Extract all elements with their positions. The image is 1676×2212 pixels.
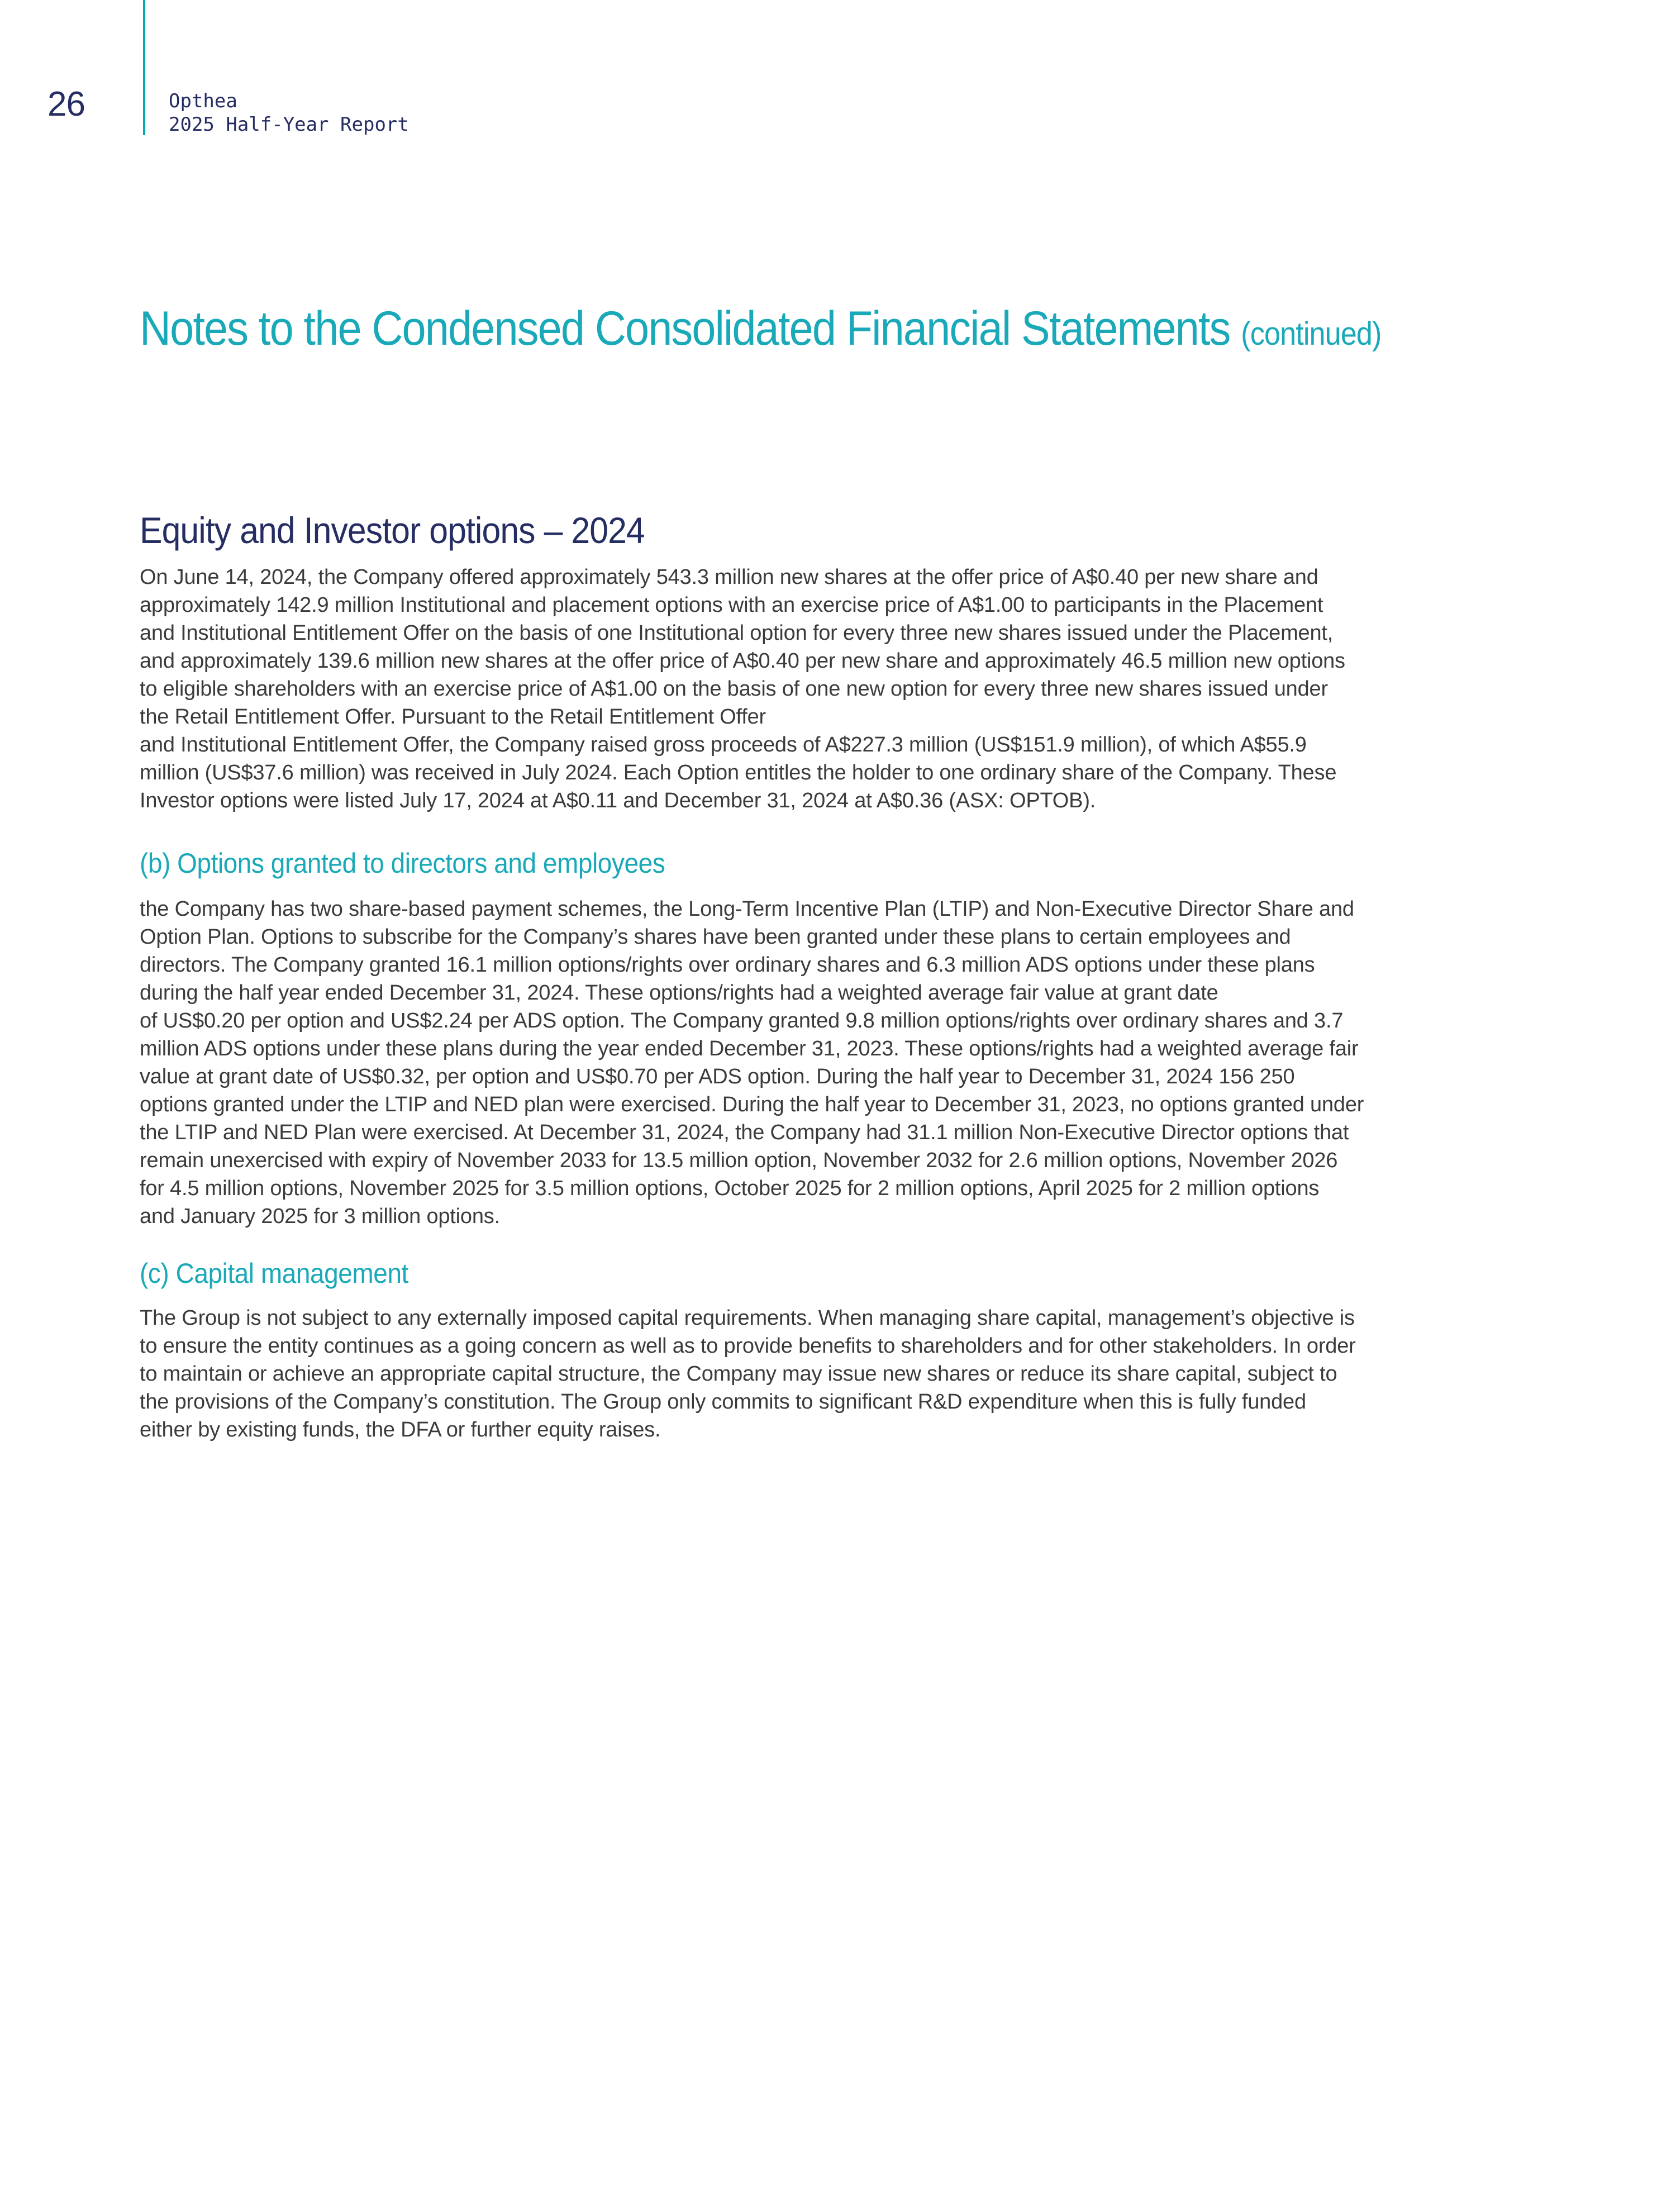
text-line: million ADS options under these plans during the year ended December 31, 2023. These options/rights had a weighted average fair [140,1037,1359,1060]
text-line: and approximately 139.6 million new shares at the offer price of A$0.40 per new share and approximately 46.5 million new options [140,649,1345,673]
text-line: to maintain or achieve an appropriate capital structure, the Company may issue new shares or reduce its share capital, subject to [140,1362,1337,1386]
text-line: remain unexercised with expiry of November 2033 for 13.5 million option, November 2032 for 2.6 million options, November 2026 [140,1149,1338,1172]
text-line: approximately 142.9 million Institutional and placement options with an exercise price of A$1.00 to participants in the Placement [140,593,1323,617]
text-line: and Institutional Entitlement Offer, the Company raised gross proceeds of A$227.3 million (US$151.9 million), of which A$55.9 [140,733,1307,757]
paragraph-options-granted [140,895,1480,1230]
text-line: the Company has two share-based payment schemes, the Long-Term Incentive Plan (LTIP) and Non-Executive Director Share and [140,897,1354,921]
header-divider-rule [143,0,145,135]
brand-report-title: 2025 Half-Year Report [169,113,409,136]
section-heading-options-granted: (b) Options granted to directors and employees [140,848,665,879]
text-line: of US$0.20 per option and US$2.24 per ADS option. The Company granted 9.8 million options/rights over ordinary shares and 3.7 [140,1009,1344,1033]
document-title [140,302,1382,361]
document-title-continued: (continued) [1241,316,1382,352]
text-line: the LTIP and NED Plan were exercised. At December 31, 2024, the Company had 31.1 million Non-Executive Director options that [140,1121,1349,1144]
section-heading-equity-investor-options: Equity and Investor options – 2024 [140,510,645,551]
text-line: the provisions of the Company’s constitution. The Group only commits to significant R&D expenditure when this is fully funded [140,1390,1306,1414]
text-line: either by existing funds, the DFA or further equity raises. [140,1418,661,1442]
paragraph-equity-investor-options [140,563,1480,815]
text-line: Investor options were listed July 17, 2024 at A$0.11 and December 31, 2024 at A$0.36 (ASX: OPTOB). [140,789,1096,812]
paragraph-capital-management [140,1304,1480,1444]
text-line: to eligible shareholders with an exercise price of A$1.00 on the basis of one new option for every three new shares issued under [140,677,1328,701]
document-title-main: Notes to the Condensed Consolidated Financial Statements [140,302,1230,355]
text-line: million (US$37.6 million) was received in July 2024. Each Option entitles the holder to one ordinary share of the Company. These [140,761,1337,784]
text-line: The Group is not subject to any externally imposed capital requirements. When managing share capital, management’s objective is [140,1306,1355,1330]
text-line: the Retail Entitlement Offer. Pursuant to the Retail Entitlement Offer [140,705,766,729]
text-line: to ensure the entity continues as a going concern as well as to provide benefits to shareholders and for other stakeholders. In order [140,1334,1356,1358]
text-line: options granted under the LTIP and NED plan were exercised. During the half year to December 31, 2023, no options granted under [140,1093,1364,1116]
text-line: during the half year ended December 31, 2024. These options/rights had a weighted average fair value at grant date [140,981,1218,1005]
brand-company-name: Opthea [169,90,237,112]
section-heading-capital-management: (c) Capital management [140,1258,408,1289]
text-line: Option Plan. Options to subscribe for the Company’s shares have been granted under these plans to certain employees and [140,925,1291,949]
report-brand [169,89,409,136]
text-line: directors. The Company granted 16.1 million options/rights over ordinary shares and 6.3 million ADS options under these plans [140,953,1315,977]
page-number: 26 [47,85,85,123]
text-line: for 4.5 million options, November 2025 for 3.5 million options, October 2025 for 2 million options, April 2025 for 2 million options [140,1177,1320,1200]
text-line: On June 14, 2024, the Company offered approximately 543.3 million new shares at the offer price of A$0.40 per new share and [140,565,1318,589]
text-line: value at grant date of US$0.32, per option and US$0.70 per ADS option. During the half year to December 31, 2024 156 250 [140,1065,1295,1088]
text-line: and January 2025 for 3 million options. [140,1205,500,1228]
text-line: and Institutional Entitlement Offer on the basis of one Institutional option for every three new shares issued under the Placement, [140,621,1334,645]
